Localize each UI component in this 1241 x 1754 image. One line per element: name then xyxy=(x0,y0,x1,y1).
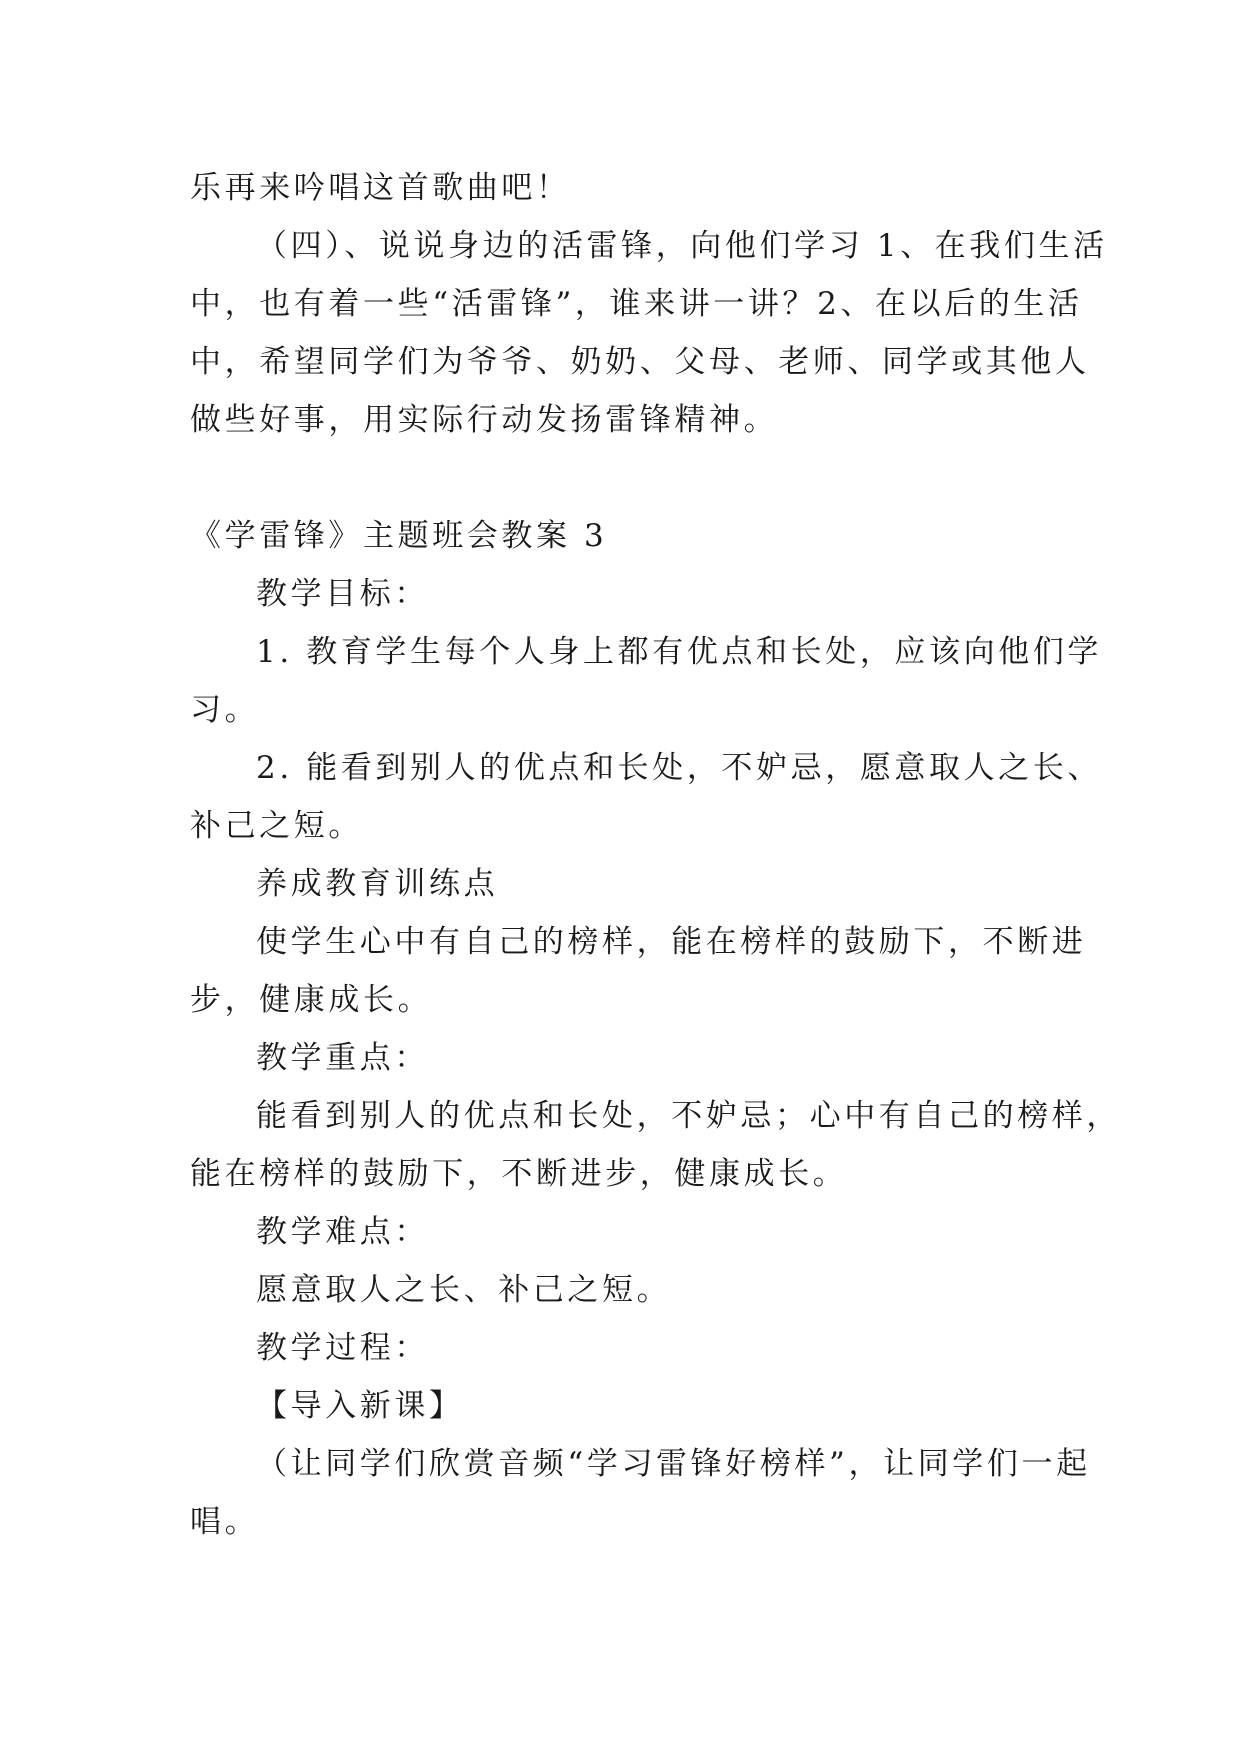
text-line: 步，健康成长。 xyxy=(190,982,433,1018)
text-line: 2. 能看到别人的优点和长处，不妒忌，愿意取人之长、 xyxy=(256,750,1103,786)
text-line: 习。 xyxy=(190,692,260,728)
heading-difficulties: 教学难点： xyxy=(256,1214,429,1250)
text-line: （四）、说说身边的活雷锋，向他们学习 1、在我们生活 xyxy=(256,228,1108,264)
text-line: 补己之短。 xyxy=(190,808,363,844)
text-line: 能在榜样的鼓励下，不断进步，健康成长。 xyxy=(190,1156,848,1192)
heading-process: 教学过程： xyxy=(256,1330,429,1366)
heading-intro: 【导入新课】 xyxy=(256,1388,464,1424)
text-line: 1. 教育学生每个人身上都有优点和长处，应该向他们学 xyxy=(256,634,1103,670)
text-line: 能看到别人的优点和长处，不妒忌；心中有自己的榜样， xyxy=(256,1098,1121,1134)
text-line: 做些好事，用实际行动发扬雷锋精神。 xyxy=(190,402,779,438)
text-line: 中，希望同学们为爷爷、奶奶、父母、老师、同学或其他人 xyxy=(190,344,1090,380)
text-line: 愿意取人之长、补己之短。 xyxy=(256,1272,672,1308)
section-title: 《学雷锋》主题班会教案 3 xyxy=(190,518,608,554)
text-line: （让同学们欣赏音频“学习雷锋好榜样”，让同学们一起 xyxy=(256,1446,1091,1482)
text-line: 中，也有着一些“活雷锋”，谁来讲一讲？2、在以后的生活 xyxy=(190,286,1083,322)
heading-key-points: 教学重点： xyxy=(256,1040,429,1076)
text-line: 使学生心中有自己的榜样，能在榜样的鼓励下，不断进 xyxy=(256,924,1087,960)
heading-training-point: 养成教育训练点 xyxy=(256,866,499,902)
heading-teaching-goals: 教学目标： xyxy=(256,576,429,612)
text-line: 唱。 xyxy=(190,1504,260,1540)
text-line: 乐再来吟唱这首歌曲吧！ xyxy=(190,170,571,206)
